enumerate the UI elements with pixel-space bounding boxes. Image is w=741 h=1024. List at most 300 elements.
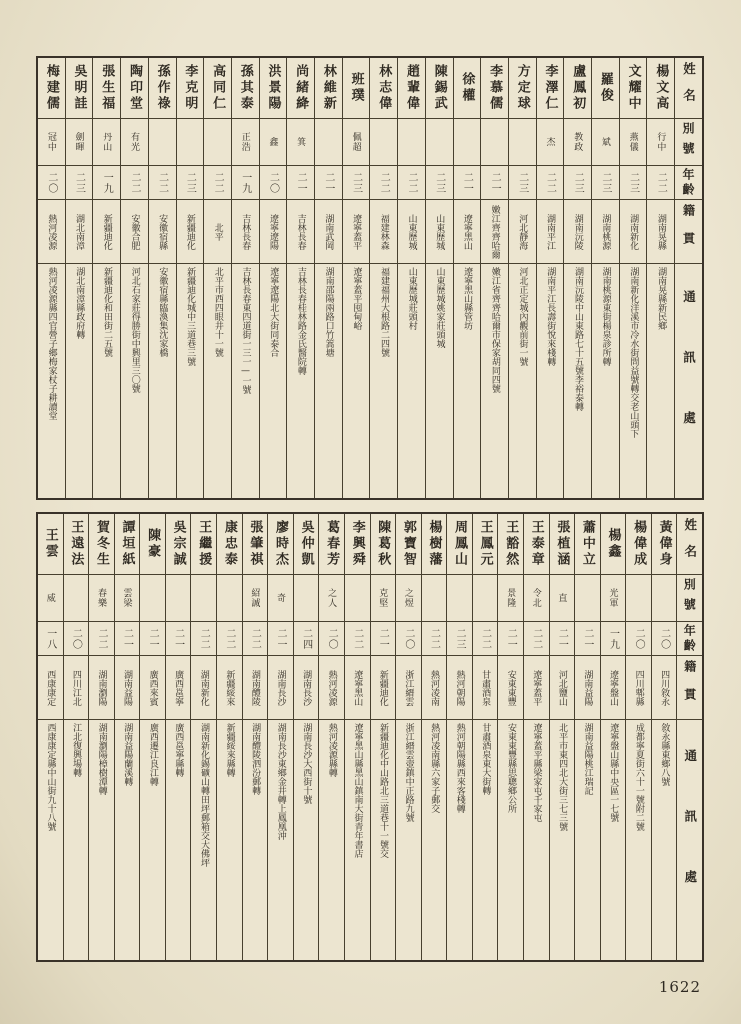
person-address-text: 遼寧遼陽北大街同泰合 bbox=[268, 267, 279, 357]
person-address-text: 山東歷城莊頭村 bbox=[406, 267, 417, 330]
person-alias bbox=[564, 119, 591, 166]
person-address bbox=[652, 720, 677, 960]
person-column bbox=[342, 58, 370, 498]
person-native-place bbox=[217, 656, 242, 720]
person-address bbox=[473, 720, 498, 960]
person-address-text: 河北石家莊得勝街中興里三〇號 bbox=[129, 267, 140, 393]
person-name bbox=[319, 514, 344, 575]
person-age bbox=[481, 166, 508, 200]
person-address bbox=[550, 720, 575, 960]
person-age-text: 二二 bbox=[530, 627, 542, 650]
person-native-place bbox=[319, 656, 344, 720]
person-age bbox=[149, 166, 176, 200]
person-native-place-text: 湖南益陽 bbox=[122, 669, 133, 706]
person-native-place-text: 湖北南漳 bbox=[74, 213, 85, 250]
person-column bbox=[120, 58, 148, 498]
person-native-place bbox=[564, 200, 591, 264]
person-name bbox=[652, 514, 677, 575]
person-name-text: 林維新 bbox=[320, 64, 336, 112]
person-native-place-text: 安東東豐 bbox=[505, 669, 516, 706]
person-age bbox=[93, 166, 120, 200]
person-alias bbox=[498, 575, 523, 622]
person-column bbox=[651, 514, 677, 960]
person-age-text: 二三 bbox=[516, 171, 528, 194]
person-address-text: 河北正定城內觀前街一號 bbox=[517, 267, 528, 366]
person-name-text: 周鳳山 bbox=[452, 520, 468, 568]
person-column bbox=[114, 514, 140, 960]
person-native-place bbox=[243, 656, 268, 720]
person-address-text: 新疆迪化和田街二五號 bbox=[102, 267, 112, 357]
person-column bbox=[472, 514, 498, 960]
person-address-text: 熱河凌源縣轉 bbox=[326, 723, 337, 777]
person-address-text: 甘肅酒泉東大街轉 bbox=[480, 723, 491, 795]
person-address bbox=[398, 264, 425, 498]
person-native-place bbox=[294, 656, 319, 720]
person-address-text: 新疆綏來縣轉 bbox=[224, 723, 235, 777]
person-name bbox=[204, 58, 231, 119]
person-name-text: 葛春芳 bbox=[324, 520, 340, 568]
person-name-text: 李興舜 bbox=[349, 520, 365, 568]
person-native-place-text: 湖南新化 bbox=[628, 213, 639, 250]
header-address-text: 通訊處 bbox=[682, 749, 698, 931]
person-age-text: 二一 bbox=[147, 627, 159, 650]
person-address bbox=[149, 264, 176, 498]
person-address-text: 敘永縣東鄉八號 bbox=[659, 723, 670, 786]
person-address bbox=[38, 264, 65, 498]
person-name bbox=[232, 58, 259, 119]
header-alias bbox=[675, 119, 702, 166]
person-address-text: 湖南平江長壽街悅來棧轉 bbox=[545, 267, 556, 366]
person-address-text: 遼寧盤山縣中央區一七號 bbox=[608, 723, 619, 822]
person-alias bbox=[481, 119, 508, 166]
person-age bbox=[243, 622, 268, 656]
person-address bbox=[345, 720, 370, 960]
person-address bbox=[115, 720, 140, 960]
person-age bbox=[319, 622, 344, 656]
person-native-place bbox=[398, 200, 425, 264]
person-column bbox=[88, 514, 114, 960]
person-alias bbox=[166, 575, 191, 622]
person-address-text: 廣西邕寧縣轉 bbox=[173, 723, 184, 777]
person-native-place-text: 新疆迪化 bbox=[184, 213, 195, 250]
person-address bbox=[89, 720, 114, 960]
person-column bbox=[38, 58, 65, 498]
person-native-place bbox=[345, 656, 370, 720]
person-name-text: 趙輩偉 bbox=[403, 64, 419, 112]
person-name-text: 林志偉 bbox=[376, 64, 392, 112]
person-alias bbox=[66, 119, 93, 166]
person-address-text: 湖南益陽蘭溪轉 bbox=[122, 723, 133, 786]
person-column bbox=[536, 58, 564, 498]
person-name bbox=[66, 58, 93, 119]
person-alias-text: 奇 bbox=[274, 593, 285, 603]
person-native-place bbox=[498, 656, 523, 720]
person-age-text: 二一 bbox=[556, 627, 568, 650]
person-native-place-text: 福建林森 bbox=[378, 213, 389, 250]
person-age-text: 二二 bbox=[156, 171, 168, 194]
person-name-text: 王泰章 bbox=[528, 520, 544, 568]
person-address bbox=[191, 720, 216, 960]
person-native-place-text: 新疆迪化 bbox=[101, 213, 112, 250]
person-alias-text: 之煜 bbox=[402, 588, 413, 608]
person-age bbox=[498, 622, 523, 656]
person-alias bbox=[575, 575, 600, 622]
person-age-text: 二二 bbox=[428, 627, 440, 650]
person-native-place bbox=[177, 200, 204, 264]
page-number: 1622 bbox=[658, 978, 701, 996]
person-native-place bbox=[66, 200, 93, 264]
person-address bbox=[287, 264, 314, 498]
person-native-place-text: 浙江縉雲 bbox=[403, 669, 414, 706]
person-native-place-text: 熱河朝陽 bbox=[454, 669, 465, 706]
person-name bbox=[89, 514, 114, 575]
person-alias bbox=[217, 575, 242, 622]
person-address bbox=[647, 264, 674, 498]
person-address-text: 熱河朝陽縣西來客棧轉 bbox=[454, 723, 465, 813]
person-column bbox=[508, 58, 536, 498]
person-name-text: 陳葛秋 bbox=[375, 520, 391, 568]
person-address-text: 新疆迪化城中三道巷三號 bbox=[185, 267, 196, 366]
person-name-text: 陶印堂 bbox=[126, 64, 142, 112]
person-alias-text: 劍暉 bbox=[73, 132, 84, 152]
person-native-place bbox=[204, 200, 231, 264]
person-address-text: 湖南長沙東鄉金井轉上鳳凰沖 bbox=[275, 723, 286, 840]
person-native-place-text: 湖南瀏陽 bbox=[96, 669, 107, 706]
person-column bbox=[421, 514, 447, 960]
person-address bbox=[509, 264, 536, 498]
person-address-text: 西康康定縣中山街九十八號 bbox=[45, 723, 56, 831]
person-address bbox=[66, 264, 93, 498]
person-native-place-text: 遼寧黑山 bbox=[352, 669, 363, 706]
person-age bbox=[422, 622, 447, 656]
header-name bbox=[675, 58, 702, 119]
person-name-text: 黃偉身 bbox=[656, 520, 672, 568]
person-alias-text: 令北 bbox=[530, 588, 541, 608]
person-column bbox=[591, 58, 619, 498]
person-name bbox=[371, 514, 396, 575]
person-native-place bbox=[89, 656, 114, 720]
person-name-text: 梅建儒 bbox=[43, 64, 59, 112]
person-native-place bbox=[473, 656, 498, 720]
person-native-place-text: 湖南沅陵 bbox=[572, 213, 583, 250]
person-age-text: 一九 bbox=[101, 171, 113, 194]
person-age-text: 二一 bbox=[461, 171, 473, 194]
person-name bbox=[422, 514, 447, 575]
person-address-text: 湖南瀏陽樟樹潭轉 bbox=[96, 723, 107, 795]
person-native-place bbox=[166, 656, 191, 720]
person-age-text: 二一 bbox=[377, 627, 389, 650]
person-alias bbox=[626, 575, 651, 622]
person-native-place-text: 安徽合肥 bbox=[129, 213, 140, 250]
person-column bbox=[446, 514, 472, 960]
person-native-place bbox=[121, 200, 148, 264]
person-age bbox=[550, 622, 575, 656]
person-age bbox=[217, 622, 242, 656]
header-address bbox=[675, 264, 702, 498]
person-alias bbox=[422, 575, 447, 622]
person-alias bbox=[294, 575, 319, 622]
person-age bbox=[647, 166, 674, 200]
person-alias bbox=[426, 119, 453, 166]
person-age bbox=[294, 622, 319, 656]
person-age bbox=[509, 166, 536, 200]
person-age-text: 二一 bbox=[581, 627, 593, 650]
person-address bbox=[371, 720, 396, 960]
person-age bbox=[564, 166, 591, 200]
person-address-text: 安東東豐縣思聰鄉公所 bbox=[505, 723, 516, 813]
person-alias-text: 杰 bbox=[544, 137, 555, 147]
person-native-place bbox=[93, 200, 120, 264]
person-name-text: 王雲 bbox=[42, 528, 58, 560]
person-alias-text: 直 bbox=[556, 593, 567, 603]
person-column bbox=[646, 58, 674, 498]
person-native-place bbox=[454, 200, 481, 264]
person-age-text: 二三 bbox=[184, 171, 196, 194]
person-column bbox=[165, 514, 191, 960]
person-address bbox=[454, 264, 481, 498]
person-alias bbox=[398, 119, 425, 166]
person-alias bbox=[243, 575, 268, 622]
person-column bbox=[38, 514, 63, 960]
person-alias bbox=[537, 119, 564, 166]
person-native-place-text: 山東歷城 bbox=[434, 213, 445, 250]
person-age-text: 二三 bbox=[572, 171, 584, 194]
person-name bbox=[149, 58, 176, 119]
header-native bbox=[675, 200, 702, 264]
person-age-text: 二〇 bbox=[326, 627, 338, 650]
person-native-place bbox=[426, 200, 453, 264]
person-alias-text: 景隆 bbox=[505, 588, 516, 608]
person-age bbox=[38, 622, 63, 656]
person-alias bbox=[149, 119, 176, 166]
person-age bbox=[268, 622, 293, 656]
person-alias bbox=[396, 575, 421, 622]
person-native-place-text: 河北靜海 bbox=[517, 213, 528, 250]
person-name-text: 張肇祺 bbox=[247, 520, 263, 568]
person-native-place bbox=[626, 656, 651, 720]
person-native-place-text: 湖南桃源 bbox=[600, 213, 611, 250]
person-native-place bbox=[191, 656, 216, 720]
person-age-text: 二二 bbox=[378, 171, 390, 194]
person-alias bbox=[177, 119, 204, 166]
person-native-place-text: 湖南醴陵 bbox=[249, 669, 260, 706]
person-alias bbox=[260, 119, 287, 166]
person-column bbox=[148, 58, 176, 498]
person-name bbox=[93, 58, 120, 119]
person-address-text: 江北復興場轉 bbox=[71, 723, 82, 777]
person-name-text: 張植涵 bbox=[554, 520, 570, 568]
person-address-text: 湖南桃源東街楊泉診所轉 bbox=[600, 267, 611, 366]
person-name-text: 王繼援 bbox=[196, 520, 212, 568]
person-name-text: 吳明詿 bbox=[71, 64, 87, 112]
person-address-text: 湖南長沙大西街十號 bbox=[301, 723, 312, 804]
person-alias bbox=[315, 119, 342, 166]
person-name-text: 楊文高 bbox=[653, 64, 669, 112]
person-native-place bbox=[550, 656, 575, 720]
person-address bbox=[217, 720, 242, 960]
person-name bbox=[166, 514, 191, 575]
person-column bbox=[395, 514, 421, 960]
person-address bbox=[177, 264, 204, 498]
person-age bbox=[166, 622, 191, 656]
person-address-text: 遼寧黑山縣黑山鎮南大街青年書店 bbox=[352, 723, 363, 858]
person-native-place-text: 遼寧蓋平 bbox=[531, 669, 542, 706]
person-alias bbox=[345, 575, 370, 622]
person-name bbox=[509, 58, 536, 119]
person-name bbox=[575, 514, 600, 575]
person-address-text: 熱河凌南縣六家子郵交 bbox=[429, 723, 440, 813]
person-age bbox=[575, 622, 600, 656]
person-age bbox=[592, 166, 619, 200]
person-native-place-text: 湖南晃縣 bbox=[655, 213, 666, 250]
person-age-text: 二一 bbox=[274, 627, 286, 650]
person-native-place-text: 四川江北 bbox=[70, 669, 81, 706]
person-alias-text: 有光 bbox=[128, 132, 139, 152]
person-alias-text: 斌 bbox=[599, 137, 610, 147]
person-name bbox=[626, 514, 651, 575]
person-alias bbox=[447, 575, 472, 622]
header-name bbox=[677, 514, 702, 575]
person-address bbox=[498, 720, 523, 960]
person-alias bbox=[473, 575, 498, 622]
person-address bbox=[396, 720, 421, 960]
person-alias bbox=[38, 575, 63, 622]
person-name-text: 陳錫武 bbox=[431, 64, 447, 112]
person-native-place-text: 湖南長沙 bbox=[275, 669, 286, 706]
person-age bbox=[232, 166, 259, 200]
person-name bbox=[243, 514, 268, 575]
person-address-text: 湖南醴陵泗汾郵轉 bbox=[250, 723, 261, 795]
person-name-text: 高同仁 bbox=[210, 64, 226, 112]
person-native-place bbox=[370, 200, 397, 264]
person-alias-text: 克堅 bbox=[377, 588, 388, 608]
person-age bbox=[652, 622, 677, 656]
person-age-text: 二二 bbox=[212, 171, 224, 194]
person-native-place-text: 廣西邕寧 bbox=[173, 669, 184, 706]
person-name-text: 郭寶智 bbox=[400, 520, 416, 568]
person-age bbox=[38, 166, 65, 200]
person-name-text: 徐權 bbox=[459, 72, 475, 104]
person-name bbox=[38, 514, 63, 575]
person-name-text: 廖時杰 bbox=[272, 520, 288, 568]
person-age-text: 二〇 bbox=[633, 627, 645, 650]
directory-table-top bbox=[36, 56, 704, 500]
person-age bbox=[66, 166, 93, 200]
person-column bbox=[344, 514, 370, 960]
person-native-place bbox=[575, 656, 600, 720]
person-name bbox=[601, 514, 626, 575]
person-name bbox=[454, 58, 481, 119]
person-native-place-text: 熱河凌源 bbox=[46, 213, 57, 250]
person-column bbox=[425, 58, 453, 498]
person-address bbox=[315, 264, 342, 498]
person-alias bbox=[550, 575, 575, 622]
person-name-text: 譚垣紙 bbox=[119, 520, 135, 568]
person-age bbox=[287, 166, 314, 200]
person-name bbox=[217, 514, 242, 575]
person-address bbox=[537, 264, 564, 498]
person-age bbox=[473, 622, 498, 656]
person-alias-text: 春樂 bbox=[95, 588, 106, 608]
person-age bbox=[343, 166, 370, 200]
person-age-text: 二二 bbox=[544, 171, 556, 194]
person-name bbox=[481, 58, 508, 119]
person-native-place-text: 湖南新化 bbox=[198, 669, 209, 706]
directory-table-bottom bbox=[36, 512, 704, 962]
person-alias-text: 雲梁 bbox=[121, 588, 132, 608]
person-address bbox=[620, 264, 647, 498]
person-name-text: 文耀中 bbox=[625, 64, 641, 112]
person-address-text: 湖南新化錫礦山轉田坪郵箱交大佛坪 bbox=[199, 723, 209, 867]
person-native-place-text: 熱河凌南 bbox=[428, 669, 439, 706]
person-native-place bbox=[447, 656, 472, 720]
person-native-place bbox=[592, 200, 619, 264]
person-column bbox=[523, 514, 549, 960]
person-column bbox=[600, 514, 626, 960]
person-age-text: 二一 bbox=[322, 171, 334, 194]
person-address bbox=[268, 720, 293, 960]
person-native-place-text: 熱河凌源 bbox=[326, 669, 337, 706]
person-age-text: 二三 bbox=[599, 171, 611, 194]
person-native-place-text: 新疆迪化 bbox=[377, 669, 388, 706]
header-native bbox=[677, 656, 702, 720]
person-age-text: 一九 bbox=[607, 627, 619, 650]
person-age-text: 二〇 bbox=[267, 171, 279, 194]
header-alias-text: 別號 bbox=[682, 578, 697, 618]
person-alias-text: 正浩 bbox=[239, 132, 250, 152]
person-name-text: 張生福 bbox=[99, 64, 115, 112]
person-alias-text: 冠中 bbox=[45, 132, 56, 152]
person-age-text: 二二 bbox=[351, 627, 363, 650]
person-name bbox=[396, 514, 421, 575]
person-alias bbox=[204, 119, 231, 166]
person-age-text: 二〇 bbox=[70, 627, 82, 650]
person-alias-text: 箕 bbox=[295, 137, 306, 147]
person-age bbox=[524, 622, 549, 656]
person-native-place-text: 嫩江齊齊哈爾 bbox=[489, 204, 500, 259]
person-column bbox=[176, 58, 204, 498]
person-age-text: 二三 bbox=[627, 171, 639, 194]
person-age bbox=[426, 166, 453, 200]
person-alias bbox=[191, 575, 216, 622]
person-address-text: 遼寧蓋平縣梁家屯千家屯 bbox=[531, 723, 542, 822]
header-name-text: 姓名 bbox=[681, 61, 697, 115]
person-name-text: 王豁然 bbox=[503, 520, 519, 568]
person-address-text: 新疆迪化中山路北三道巷十一號交 bbox=[378, 723, 389, 858]
person-age-text: 二一 bbox=[505, 627, 517, 650]
person-alias bbox=[371, 575, 396, 622]
person-name bbox=[447, 514, 472, 575]
person-address-text: 浙江縉雲壺鎮中正路九號 bbox=[403, 723, 414, 822]
person-age bbox=[121, 166, 148, 200]
person-name bbox=[38, 58, 65, 119]
person-name bbox=[268, 514, 293, 575]
person-native-place bbox=[647, 200, 674, 264]
person-column bbox=[293, 514, 319, 960]
person-address bbox=[343, 264, 370, 498]
person-native-place bbox=[601, 656, 626, 720]
person-native-place bbox=[260, 200, 287, 264]
person-age bbox=[191, 622, 216, 656]
person-name bbox=[177, 58, 204, 119]
person-alias bbox=[620, 119, 647, 166]
header-alias bbox=[677, 575, 702, 622]
person-alias bbox=[287, 119, 314, 166]
person-age-text: 二〇 bbox=[45, 171, 57, 194]
person-alias-text: 丹山 bbox=[101, 132, 112, 152]
person-address bbox=[524, 720, 549, 960]
person-native-place bbox=[38, 200, 65, 264]
